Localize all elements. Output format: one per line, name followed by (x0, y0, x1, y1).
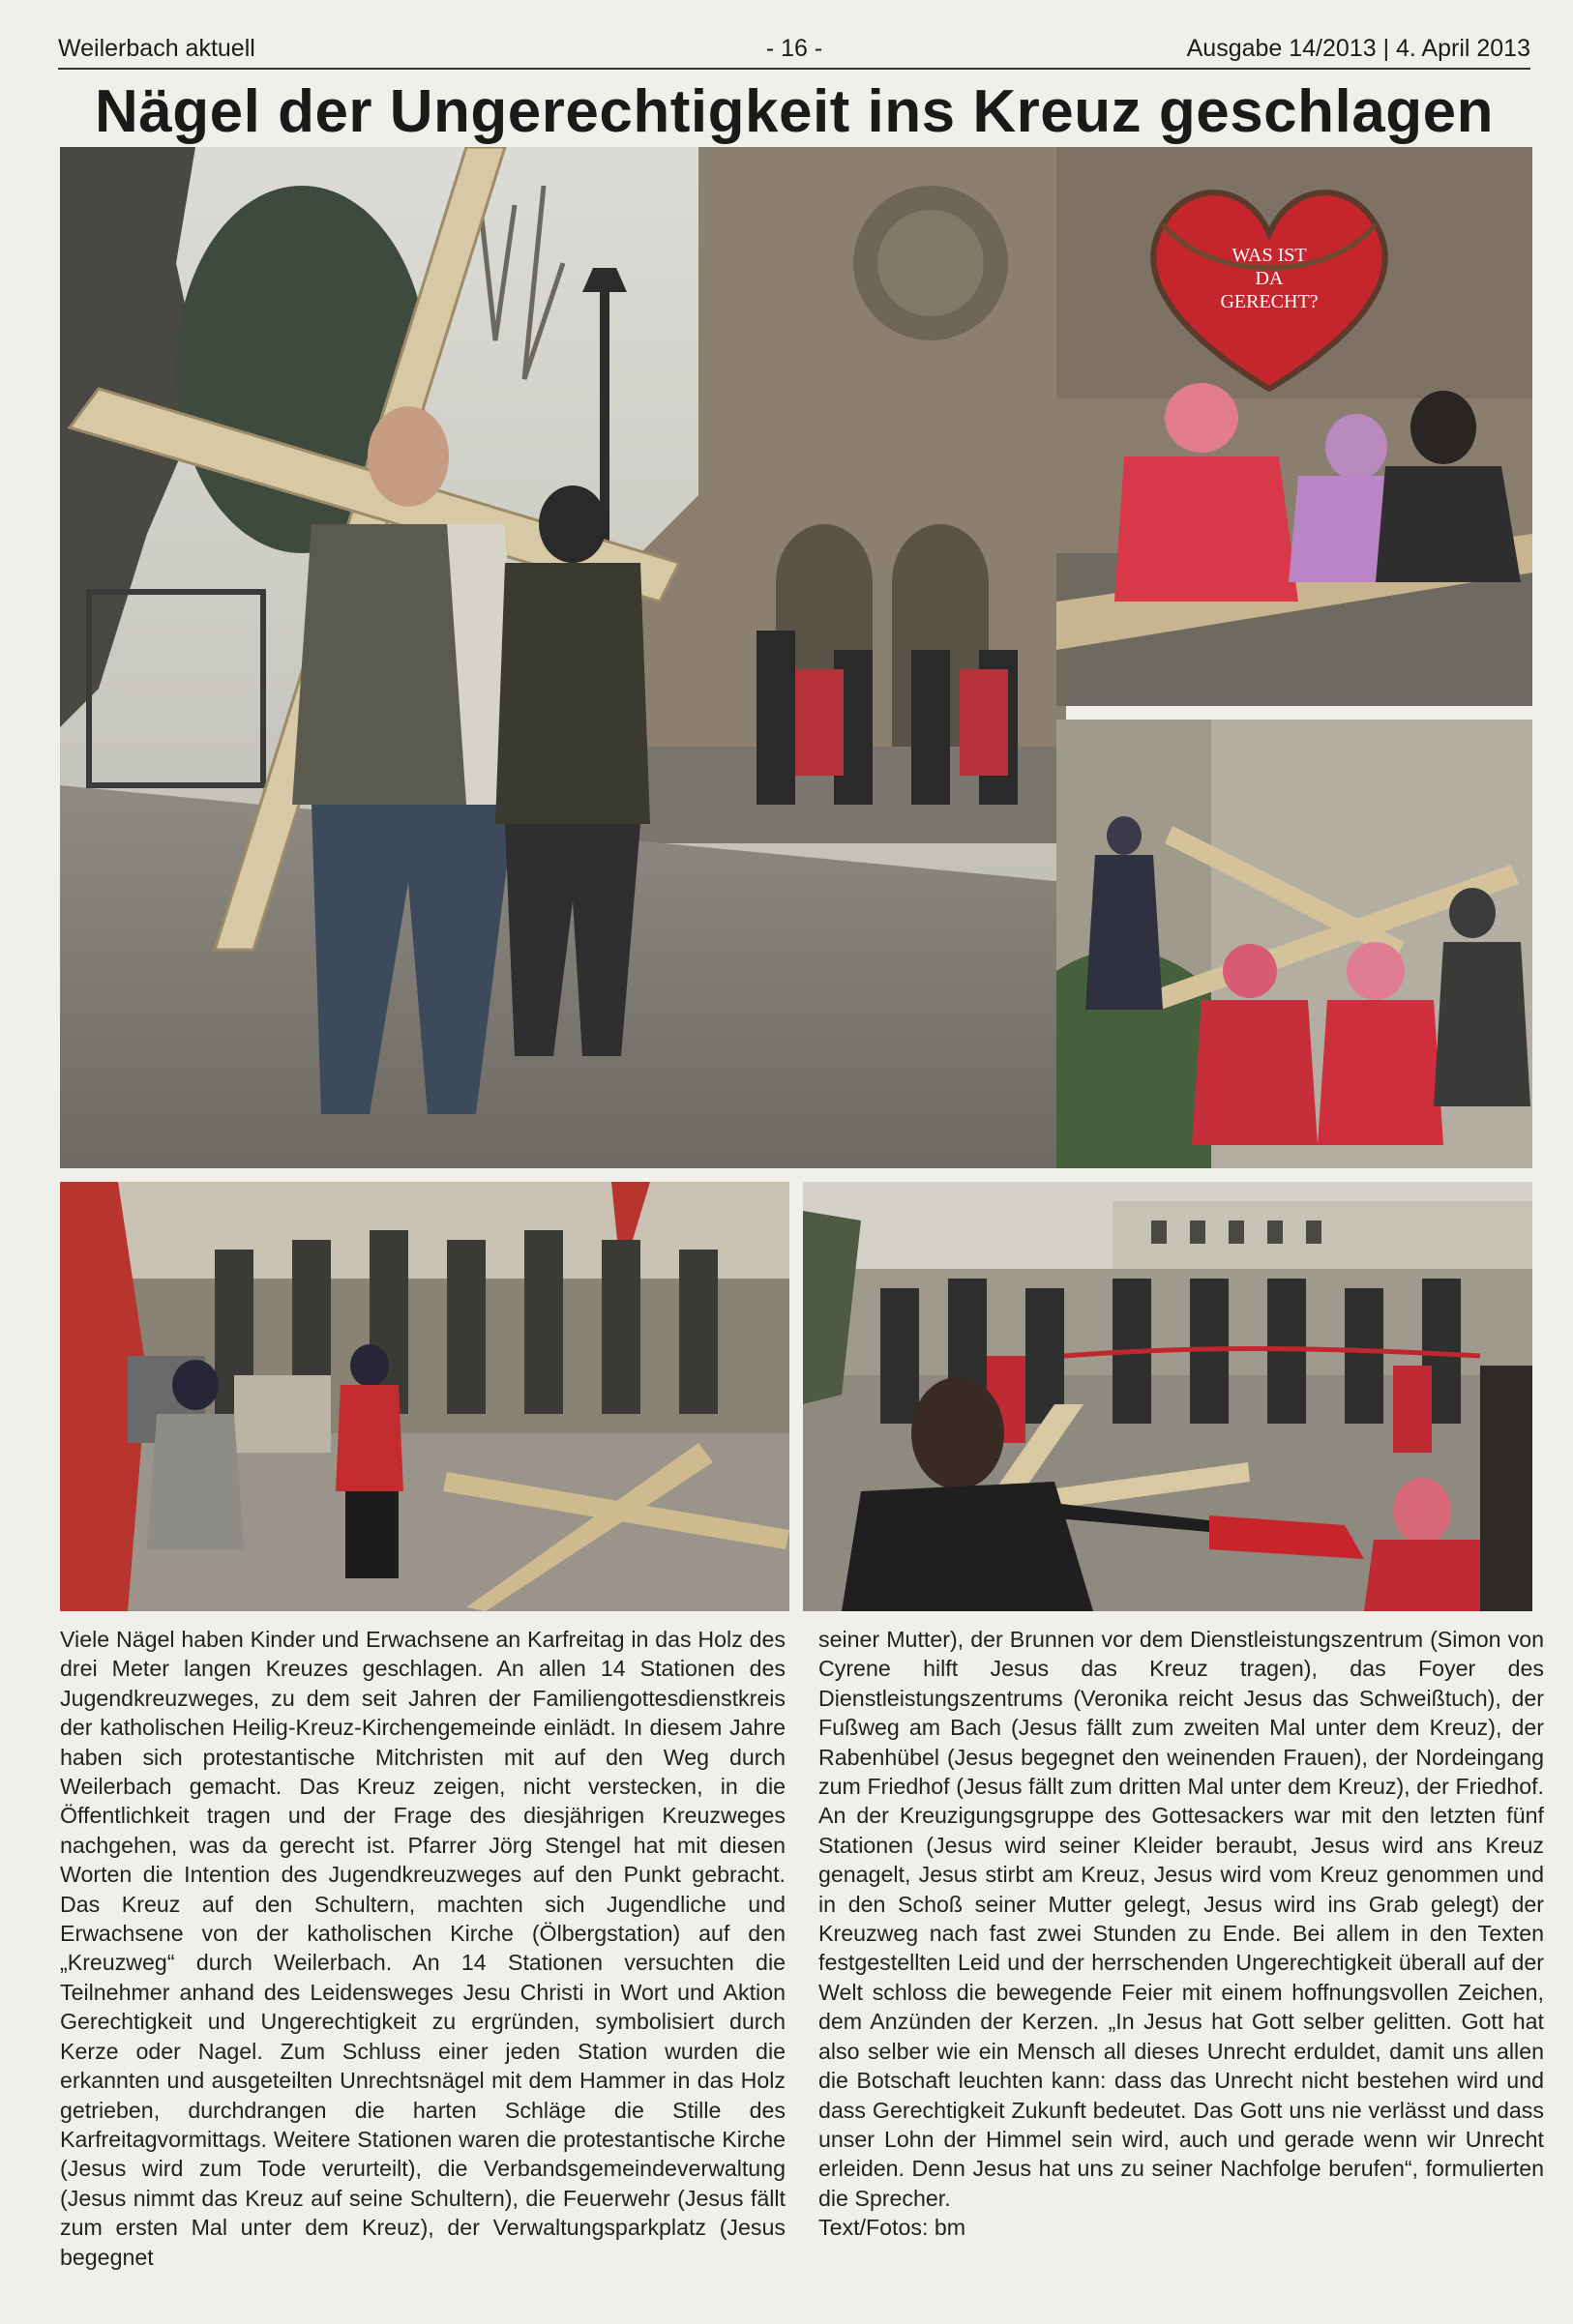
article-body-left: Viele Nägel haben Kinder und Erwachsene an Karfreitag in das Holz des drei Meter langen Kreuzes geschlagen. An allen 14 Stationen des Jugendkreuzweges, zu dem seit Jahren der Familiengottesdienstkreis der katholischen Heilig-Kreuz-Kirchengemeinde einlädt. In diesem Jahre haben sich protestantische Mitchristen mit auf den Weg durch Weilerbach gemacht. Das Kreuz zeigen, nicht verstecken, in die Öffentlichkeit tragen und der Frage des diesjährigen Kreuzweges nachgehen, was da gerecht ist. Pfarrer Jörg Stengel hat mit diesen Worten die Intention des Jugendkreuzweges auf den Punkt gebracht. Das Kreuz auf den Schultern, machten sich Jugendliche und Erwachsene von der katholischen Kirche (Ölbergstation) auf den „Kreuzweg“ durch Weilerbach. An 14 Stationen versuchten die Teilnehmer anhand des Leidensweges Jesu Christi in Wort und Aktion Gerechtigkeit und Ungerechtigkeit zu ergründen, symbolisiert durch Kerze oder Nagel. Zum Schluss einer jeden Station wurden die erkannten und ausgeteilten Unrechtsnägel mit dem Hammer in das Holz getrieben, durchdrangen die harten Schläge die Stille des Karfreitagvormittags. Weitere Stationen waren die protestantische Kirche (Jesus wird zum Tode verurteilt), die Verbandsgemeindeverwaltung (Jesus nimmt das Kreuz auf seine Schultern), die Feuerwehr (Jesus fällt zum ersten Mal unter dem Kreuz), der Verwaltungsparkplatz (Jesus begegnet (60, 1627, 786, 2270)
publication-name: Weilerbach aktuell (58, 35, 255, 62)
photo-cemetery-circle (803, 1182, 1532, 1611)
article-body-right: seiner Mutter), der Brunnen vor dem Dienstleistungszentrum (Simon von Cyrene hilft Jesus das Kreuz tragen), das Foyer des Dienstleistungszentrums (Veronika reicht Jesus das Schweißtuch), der Fußweg am Bach (Jesus fällt zum zweiten Mal unter dem Kreuz), der Rabenhübel (Jesus begegnet den weinenden Frauen), der Nordeingang zum Friedhof (Jesus fällt zum dritten Mal unter dem Kreuz), der Friedhof. An der Kreuzigungsgruppe des Gottesackers war mit den letzten fünf Stationen (Jesus wird seiner Kleider beraubt, Jesus wird ans Kreuz genagelt, Jesus stirbt am Kreuz, Jesus wird vom Kreuz genommen und in den Schoß seiner Mutter gelegt, Jesus wird ins Grab gelegt) der Kreuzweg nach fast zwei Stunden zu Ende. Bei allem in den Texten festgestellten Leid und der herrschenden Ungerechtigkeit überall auf der Welt schloss die bewegende Feier mit einem hoffnungsvollen Zeichen, dem Anzünden der Kerzen. „In Jesus hat Gott selber gelitten. Gott hat also selber wie ein Mensch all dieses Unrecht erduldet, damit uns allen die Botschaft leuchten kann: dass das Unrecht nicht bestehen wird und dass Gerechtigkeit Zukunft bedeutet. Das Gott uns nie verlässt und dass unser Lohn der Himmel sein wird, auch und gerade wenn wir Unrecht erleiden. Denn Jesus hat uns zu seiner Nachfolge berufen“, formulierten die Sprecher. (818, 1627, 1544, 2211)
photo-foyer-station (60, 1182, 789, 1611)
photo-cross-procession (60, 147, 1066, 1168)
article-headline: Nägel der Ungerechtigkeit ins Kreuz geschlagen (95, 78, 1494, 145)
article-column-left (60, 1625, 786, 2272)
heart-sign-line-1: WAS IST (1232, 245, 1307, 266)
page-number: - 16 - (765, 35, 823, 62)
article-column-right (818, 1625, 1544, 2243)
heart-sign-line-2: DA (1255, 268, 1284, 289)
issue-date: Ausgabe 14/2013 | 4. April 2013 (1186, 35, 1530, 62)
photo-children-nailing (1056, 147, 1532, 706)
heart-sign-line-3: GERECHT? (1220, 291, 1319, 312)
page-header (58, 33, 1530, 70)
photo-credit: Text/Fotos: bm (818, 2215, 966, 2241)
photo-children-cross (1056, 720, 1532, 1168)
